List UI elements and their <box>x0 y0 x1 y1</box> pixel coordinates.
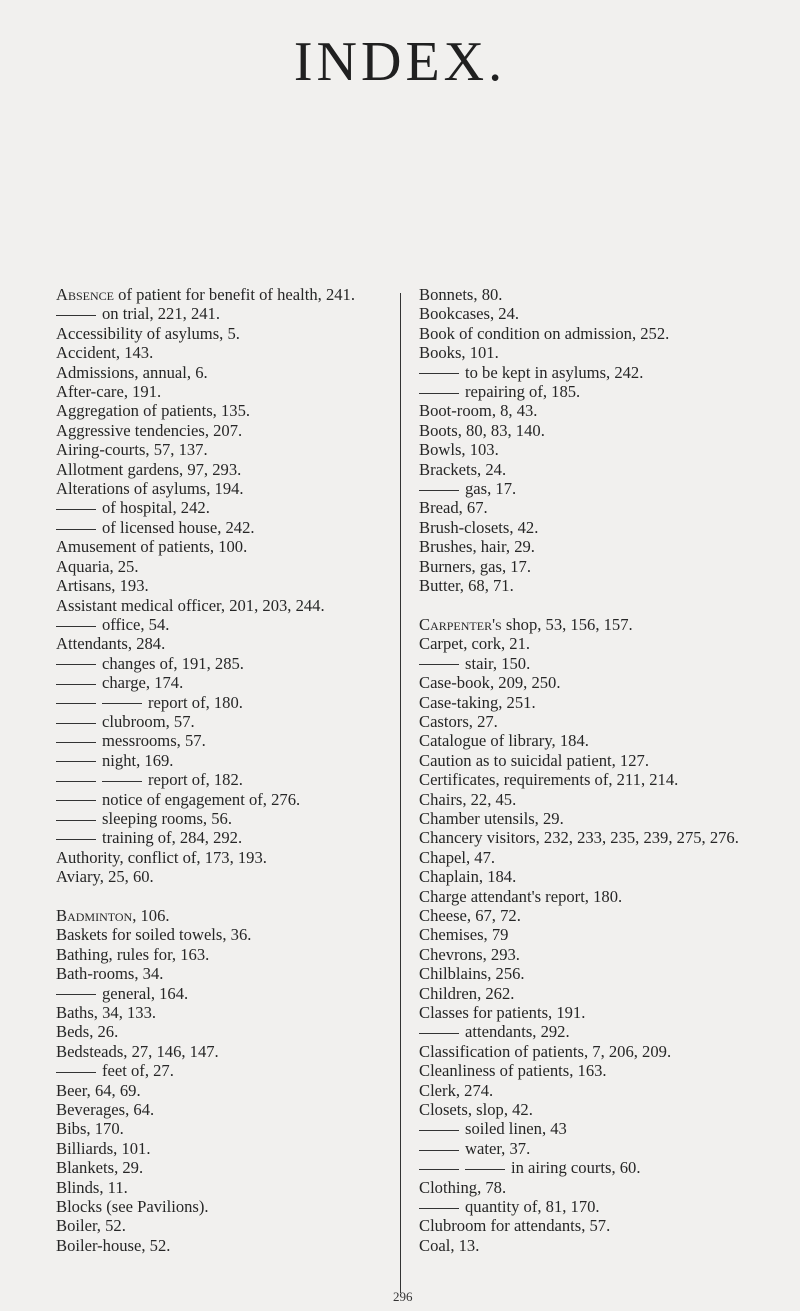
entry-text: Beds, 26. <box>56 1022 119 1042</box>
index-entry <box>56 1178 398 1197</box>
index-entry <box>56 1022 398 1041</box>
index-entry <box>56 343 398 362</box>
index-entry <box>419 401 797 420</box>
index-entry <box>56 1042 398 1061</box>
index-entry <box>419 1216 797 1235</box>
index-entry <box>419 498 797 517</box>
index-group <box>419 615 797 1255</box>
entry-text: Classification of patients, 7, 206, 209. <box>419 1041 672 1061</box>
entry-text: Chapel, 47. <box>419 847 496 867</box>
ditto-dash <box>102 703 142 704</box>
entry-text: Blankets, 29. <box>56 1158 144 1178</box>
entry-text: in airing courts, 60. <box>511 1158 641 1178</box>
entry-text: Chilblains, 256. <box>419 964 525 984</box>
index-entry <box>56 984 398 1003</box>
index-entry <box>419 440 797 459</box>
ditto-dash <box>419 373 459 374</box>
entry-text: , 106. <box>132 905 170 925</box>
entry-text: Burners, gas, 17. <box>419 556 531 576</box>
index-entry <box>419 867 797 886</box>
index-entry <box>56 460 398 479</box>
index-entry <box>56 790 398 809</box>
entry-text: Aviary, 25, 60. <box>56 867 154 887</box>
index-entry <box>56 770 398 789</box>
entry-text: Butter, 68, 71. <box>419 576 514 596</box>
ditto-dash <box>419 1033 459 1034</box>
entry-text: report of, 182. <box>148 770 243 790</box>
entry-text: Brush-closets, 42. <box>419 517 539 537</box>
entry-text: messrooms, 57. <box>102 731 206 751</box>
entry-text: Chancery visitors, 232, 233, 235, 239, 275, 276. <box>419 828 739 848</box>
ditto-dash <box>56 839 96 840</box>
entry-text: stair, 150. <box>465 653 531 673</box>
entry-text: Clubroom for attendants, 57. <box>419 1216 611 1236</box>
entry-text: Charge attendant's report, 180. <box>419 886 623 906</box>
index-entry <box>419 925 797 944</box>
index-entry <box>56 964 398 983</box>
ditto-dash <box>56 761 96 762</box>
entry-text: feet of, 27. <box>102 1061 174 1081</box>
entry-text: Clothing, 78. <box>419 1177 507 1197</box>
index-entry <box>56 479 398 498</box>
index-group <box>56 906 398 1255</box>
index-entry <box>56 518 398 537</box>
entry-text: Coal, 13. <box>419 1235 480 1255</box>
entry-text: Clerk, 274. <box>419 1080 494 1100</box>
entry-text: Brushes, hair, 29. <box>419 537 535 557</box>
index-entry <box>419 537 797 556</box>
index-entry <box>56 1216 398 1235</box>
index-entry <box>56 634 398 653</box>
ditto-dash <box>56 626 96 627</box>
page-number: 296 <box>393 1289 413 1304</box>
entry-text: Bonnets, 80. <box>419 285 503 304</box>
entry-text: Children, 262. <box>419 983 515 1003</box>
entry-text: Castors, 27. <box>419 711 498 731</box>
index-entry <box>419 790 797 809</box>
entry-text: of patient for benefit of health, 241. <box>114 285 355 304</box>
index-entry <box>56 498 398 517</box>
index-entry <box>419 285 797 304</box>
entry-text: Alterations of asylums, 194. <box>56 479 244 499</box>
index-entry <box>56 363 398 382</box>
index-entry <box>419 906 797 925</box>
entry-text: on trial, 221, 241. <box>102 304 220 324</box>
ditto-dash <box>419 393 459 394</box>
index-entry <box>419 382 797 401</box>
entry-text: Authority, conflict of, 173, 193. <box>56 847 267 867</box>
ditto-dash <box>419 1208 459 1209</box>
index-group <box>419 285 797 596</box>
index-entry <box>419 1197 797 1216</box>
entry-text: Cleanliness of patients, 163. <box>419 1061 607 1081</box>
entry-text: Case-book, 209, 250. <box>419 673 561 693</box>
ditto-dash <box>419 1169 459 1170</box>
index-entry <box>419 1003 797 1022</box>
index-entry <box>419 673 797 692</box>
index-entry <box>56 401 398 420</box>
entry-text: sleeping rooms, 56. <box>102 808 232 828</box>
index-entry <box>56 1236 398 1255</box>
index-entry <box>419 343 797 362</box>
ditto-dash <box>419 1130 459 1131</box>
left-column <box>56 285 398 1255</box>
index-entry <box>419 654 797 673</box>
entry-text: Cheese, 67, 72. <box>419 905 521 925</box>
right-column <box>419 285 797 1255</box>
ditto-dash <box>56 1072 96 1073</box>
entry-text: quantity of, 81, 170. <box>465 1197 600 1217</box>
entry-text: After-care, 191. <box>56 382 162 402</box>
entry-text: Artisans, 193. <box>56 576 149 596</box>
index-entry <box>56 906 398 925</box>
index-entry <box>56 304 398 323</box>
entry-text: repairing of, 185. <box>465 382 581 402</box>
index-entry <box>56 1158 398 1177</box>
index-entry <box>419 1236 797 1255</box>
index-entry <box>56 945 398 964</box>
entry-text: Classes for patients, 191. <box>419 1003 586 1023</box>
index-entry <box>56 693 398 712</box>
ditto-dash <box>56 723 96 724</box>
entry-text: Books, 101. <box>419 343 499 363</box>
entry-text: shop, 53, 156, 157. <box>501 614 633 634</box>
index-entry <box>56 1139 398 1158</box>
entry-text: Catalogue of library, 184. <box>419 731 589 751</box>
entry-text: notice of engagement of, 276. <box>102 789 301 809</box>
entry-text: attendants, 292. <box>465 1022 570 1042</box>
entry-text: of licensed house, 242. <box>102 517 255 537</box>
entry-text: Boot-room, 8, 43. <box>419 401 538 421</box>
index-entry <box>419 324 797 343</box>
index-entry <box>419 964 797 983</box>
ditto-dash <box>56 509 96 510</box>
ditto-dash <box>419 664 459 665</box>
entry-text: Chevrons, 293. <box>419 944 520 964</box>
index-entry <box>56 421 398 440</box>
index-entry <box>419 751 797 770</box>
ditto-dash <box>56 529 96 530</box>
entry-text: Baskets for soiled towels, 36. <box>56 925 252 945</box>
entry-text: Bookcases, 24. <box>419 304 520 324</box>
index-entry <box>56 867 398 886</box>
index-entry <box>419 1061 797 1080</box>
index-entry <box>56 615 398 634</box>
entry-text: changes of, 191, 285. <box>102 653 244 673</box>
index-entry <box>56 285 398 304</box>
entry-text: Bowls, 103. <box>419 440 499 460</box>
entry-text: Brackets, 24. <box>419 459 507 479</box>
entry-text: Boiler, 52. <box>56 1216 126 1236</box>
section-lead-word: Absence <box>56 285 114 304</box>
index-entry <box>419 634 797 653</box>
entry-text: Bibs, 170. <box>56 1119 124 1139</box>
entry-text: Allotment gardens, 97, 293. <box>56 459 242 479</box>
index-entry <box>56 731 398 750</box>
index-entry <box>419 615 797 634</box>
section-lead-word: Carpenter's <box>419 614 502 634</box>
entry-text: general, 164. <box>102 983 189 1003</box>
entry-text: Aggregation of patients, 135. <box>56 401 251 421</box>
ditto-dash <box>56 820 96 821</box>
index-group <box>56 285 398 887</box>
ditto-dash <box>56 994 96 995</box>
index-entry <box>419 1100 797 1119</box>
entry-text: Boots, 80, 83, 140. <box>419 420 545 440</box>
entry-text: Certificates, requirements of, 211, 214. <box>419 770 679 790</box>
index-entry <box>56 712 398 731</box>
entry-text: report of, 180. <box>148 692 243 712</box>
entry-text: office, 54. <box>102 614 170 634</box>
entry-text: Bread, 67. <box>419 498 488 518</box>
index-entry <box>419 1081 797 1100</box>
entry-text: Chemises, 79 <box>419 925 509 945</box>
index-entry <box>419 1022 797 1041</box>
index-entry <box>419 887 797 906</box>
index-entry <box>56 596 398 615</box>
ditto-dash <box>102 781 142 782</box>
ditto-dash <box>56 703 96 704</box>
entry-text: Baths, 34, 133. <box>56 1003 157 1023</box>
entry-text: Bedsteads, 27, 146, 147. <box>56 1041 219 1061</box>
index-entry <box>56 557 398 576</box>
index-entry <box>56 654 398 673</box>
index-entry <box>56 1197 398 1216</box>
index-entry <box>56 440 398 459</box>
entry-text: Assistant medical officer, 201, 203, 244. <box>56 595 325 615</box>
entry-text: Book of condition on admission, 252. <box>419 323 670 343</box>
ditto-dash <box>419 1150 459 1151</box>
entry-text: Caution as to suicidal patient, 127. <box>419 750 649 770</box>
index-entry <box>56 848 398 867</box>
index-entry <box>419 460 797 479</box>
index-entry <box>56 809 398 828</box>
index-entry <box>419 1042 797 1061</box>
entry-text: water, 37. <box>465 1138 531 1158</box>
ditto-dash <box>56 800 96 801</box>
entry-text: Beer, 64, 69. <box>56 1080 141 1100</box>
index-entry <box>419 479 797 498</box>
entry-text: soiled linen, 43 <box>465 1119 567 1139</box>
entry-text: Accident, 143. <box>56 343 154 363</box>
section-lead-word: Badminton <box>56 905 133 925</box>
entry-text: Attendants, 284. <box>56 634 166 654</box>
index-entry <box>56 828 398 847</box>
entry-text: night, 169. <box>102 750 174 770</box>
entry-text: Billiards, 101. <box>56 1138 151 1158</box>
entry-text: Closets, slop, 42. <box>419 1100 533 1120</box>
index-entry <box>419 984 797 1003</box>
entry-text: Airing-courts, 57, 137. <box>56 440 208 460</box>
index-entry <box>419 576 797 595</box>
entry-text: Carpet, cork, 21. <box>419 634 531 654</box>
entry-text: training of, 284, 292. <box>102 828 243 848</box>
entry-text: clubroom, 57. <box>102 711 195 731</box>
entry-text: Admissions, annual, 6. <box>56 362 208 382</box>
ditto-dash <box>56 742 96 743</box>
index-entry <box>419 693 797 712</box>
index-entry <box>419 828 797 847</box>
index-entry <box>419 945 797 964</box>
entry-text: Case-taking, 251. <box>419 692 536 712</box>
index-entry <box>419 557 797 576</box>
entry-text: charge, 174. <box>102 673 184 693</box>
entry-text: Accessibility of asylums, 5. <box>56 323 240 343</box>
index-entry <box>419 731 797 750</box>
entry-text: Chairs, 22, 45. <box>419 789 517 809</box>
entry-text: Aggressive tendencies, 207. <box>56 420 243 440</box>
entry-text: Bathing, rules for, 163. <box>56 944 210 964</box>
index-entry <box>56 751 398 770</box>
index-entry <box>419 809 797 828</box>
entry-text: Blinds, 11. <box>56 1177 128 1197</box>
entry-text: Aquaria, 25. <box>56 556 139 576</box>
entry-text: to be kept in asylums, 242. <box>465 362 644 382</box>
index-entry <box>56 1081 398 1100</box>
ditto-dash <box>56 781 96 782</box>
index-entry <box>419 1139 797 1158</box>
index-entry <box>56 537 398 556</box>
ditto-dash <box>465 1169 505 1170</box>
entry-text: Chaplain, 184. <box>419 867 517 887</box>
index-entry <box>56 382 398 401</box>
entry-text: Amusement of patients, 100. <box>56 537 248 557</box>
column-divider <box>400 293 401 1293</box>
entry-text: Bath-rooms, 34. <box>56 964 164 984</box>
index-entry <box>419 712 797 731</box>
index-entry <box>419 421 797 440</box>
entry-text: Boiler-house, 52. <box>56 1235 171 1255</box>
index-entry <box>56 324 398 343</box>
page-title: INDEX. <box>293 31 507 93</box>
index-entry <box>419 518 797 537</box>
index-entry <box>419 1178 797 1197</box>
index-entry <box>419 1158 797 1177</box>
index-entry <box>419 363 797 382</box>
ditto-dash <box>56 684 96 685</box>
index-entry <box>56 576 398 595</box>
entry-text: Chamber utensils, 29. <box>419 808 564 828</box>
entry-text: Beverages, 64. <box>56 1100 155 1120</box>
index-entry <box>419 770 797 789</box>
ditto-dash <box>56 315 96 316</box>
index-entry <box>56 1003 398 1022</box>
ditto-dash <box>419 490 459 491</box>
index-entry <box>419 1119 797 1138</box>
index-entry <box>56 1119 398 1138</box>
index-entry <box>56 1061 398 1080</box>
entry-text: of hospital, 242. <box>102 498 210 518</box>
entry-text: Blocks (see Pavilions). <box>56 1197 209 1217</box>
index-entry <box>56 673 398 692</box>
index-entry <box>56 1100 398 1119</box>
index-entry <box>56 925 398 944</box>
index-entry <box>419 848 797 867</box>
ditto-dash <box>56 664 96 665</box>
entry-text: gas, 17. <box>465 479 517 499</box>
index-entry <box>419 304 797 323</box>
